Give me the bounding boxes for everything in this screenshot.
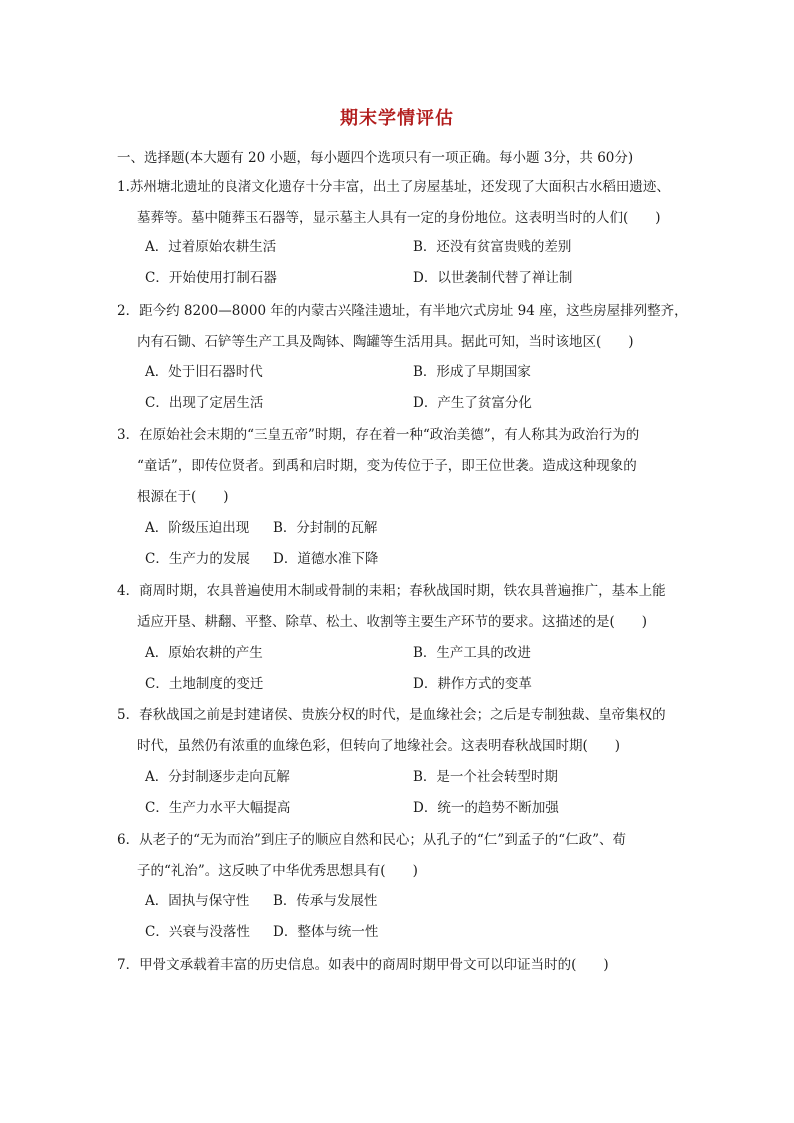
option-a[interactable]: A．阶级压迫出现 <box>145 520 250 536</box>
question-5-line-2: 时代，虽然仍有浓重的血缘色彩，但转向了地缘社会。这表明春秋战国时期( ) <box>137 738 621 754</box>
option-b[interactable]: B．是一个社会转型时期 <box>413 769 558 785</box>
option-d[interactable]: D．产生了贫富分化 <box>413 395 532 411</box>
option-c[interactable]: C．生产力水平大幅提高 <box>145 800 291 816</box>
option-a[interactable]: A．原始农耕的产生 <box>145 645 263 661</box>
question-3-line-1: 3．在原始社会末期的“三皇五帝”时期，存在着一种“政治美德”，有人称其为政治行为的 <box>117 427 640 443</box>
option-c[interactable]: C．兴衰与没落性 <box>145 924 250 940</box>
question-3 <box>117 420 757 513</box>
question-5 <box>117 700 757 762</box>
question-1-options <box>145 232 745 294</box>
question-7 <box>117 950 757 981</box>
option-a[interactable]: A．过着原始农耕生活 <box>145 239 277 255</box>
question-6-line-1: 6．从老子的“无为而治”到庄子的顺应自然和民心；从孔子的“仁”到孟子的“仁政”、荀 <box>117 832 626 848</box>
question-4-options <box>145 638 745 700</box>
question-2-line-1: 2．距今约 8200—8000 年的内蒙古兴隆洼遗址，有半地穴式房址 94 座，这些房屋排列整齐， <box>117 303 688 319</box>
option-d[interactable]: D．统一的趋势不断加强 <box>413 800 559 816</box>
option-d[interactable]: D．耕作方式的变革 <box>413 676 532 692</box>
question-6 <box>117 825 757 887</box>
question-2-options <box>145 357 745 419</box>
question-2-line-2: 内有石锄、石铲等生产工具及陶钵、陶罐等生活用具。据此可知，当时该地区( ) <box>137 334 634 350</box>
option-a[interactable]: A．固执与保守性 <box>145 893 250 909</box>
option-a[interactable]: A．分封制逐步走向瓦解 <box>145 769 290 785</box>
question-6-options <box>145 886 745 948</box>
option-b[interactable]: B．生产工具的改进 <box>413 645 531 661</box>
question-2 <box>117 296 757 358</box>
option-c[interactable]: C．开始使用打制石器 <box>145 270 277 286</box>
question-6-line-2: 子的“礼治”。这反映了中华优秀思想具有( ) <box>137 863 418 879</box>
option-b[interactable]: B．传承与发展性 <box>273 893 378 909</box>
question-3-line-3: 根源在于( ) <box>137 489 229 505</box>
question-4-line-2: 适应开垦、耕翻、平整、除草、松土、收割等主要生产环节的要求。这描述的是( ) <box>137 614 648 630</box>
option-b[interactable]: B．形成了早期国家 <box>413 364 531 380</box>
question-1-line-1: 1.苏州塘北遗址的良渚文化遗存十分丰富，出土了房屋基址，还发现了大面积古水稻田遗迹、 <box>117 179 670 195</box>
question-3-line-2: “童话”，即传位贤者。到禹和启时期，变为传位于子，即王位世袭。造成这种现象的 <box>137 458 637 474</box>
option-c[interactable]: C．出现了定居生活 <box>145 395 264 411</box>
option-d[interactable]: D．道德水准下降 <box>273 551 379 567</box>
question-4 <box>117 576 757 638</box>
option-c[interactable]: C．生产力的发展 <box>145 551 250 567</box>
question-7-line-1: 7．甲骨文承载着丰富的历史信息。如表中的商周时期甲骨文可以印证当时的( ) <box>117 957 609 973</box>
question-4-line-1: 4．商周时期，农具普遍使用木制或骨制的耒耜；春秋战国时期，铁农具普遍推广，基本上能 <box>117 583 666 599</box>
section-header: 一、选择题(本大题有 20 小题，每小题四个选项只有一项正确。每小题 3分，共 60分) <box>117 150 634 166</box>
question-5-options <box>145 762 745 824</box>
option-b[interactable]: B．还没有贫富贵贱的差别 <box>413 239 572 255</box>
option-b[interactable]: B．分封制的瓦解 <box>273 520 378 536</box>
option-a[interactable]: A．处于旧石器时代 <box>145 364 263 380</box>
option-d[interactable]: D．整体与统一性 <box>273 924 379 940</box>
question-3-options <box>145 513 745 575</box>
question-1 <box>117 172 757 234</box>
question-1-line-2: 墓葬等。墓中随葬玉石器等，显示墓主人具有一定的身份地位。这表明当时的人们( ) <box>137 210 661 226</box>
option-d[interactable]: D．以世袭制代替了禅让制 <box>413 270 573 286</box>
question-5-line-1: 5．春秋战国之前是封建诸侯、贵族分权的时代，是血缘社会；之后是专制独裁、皇帝集权的 <box>117 707 666 723</box>
page-title: 期末学情评估 <box>340 108 454 129</box>
option-c[interactable]: C．土地制度的变迁 <box>145 676 264 692</box>
